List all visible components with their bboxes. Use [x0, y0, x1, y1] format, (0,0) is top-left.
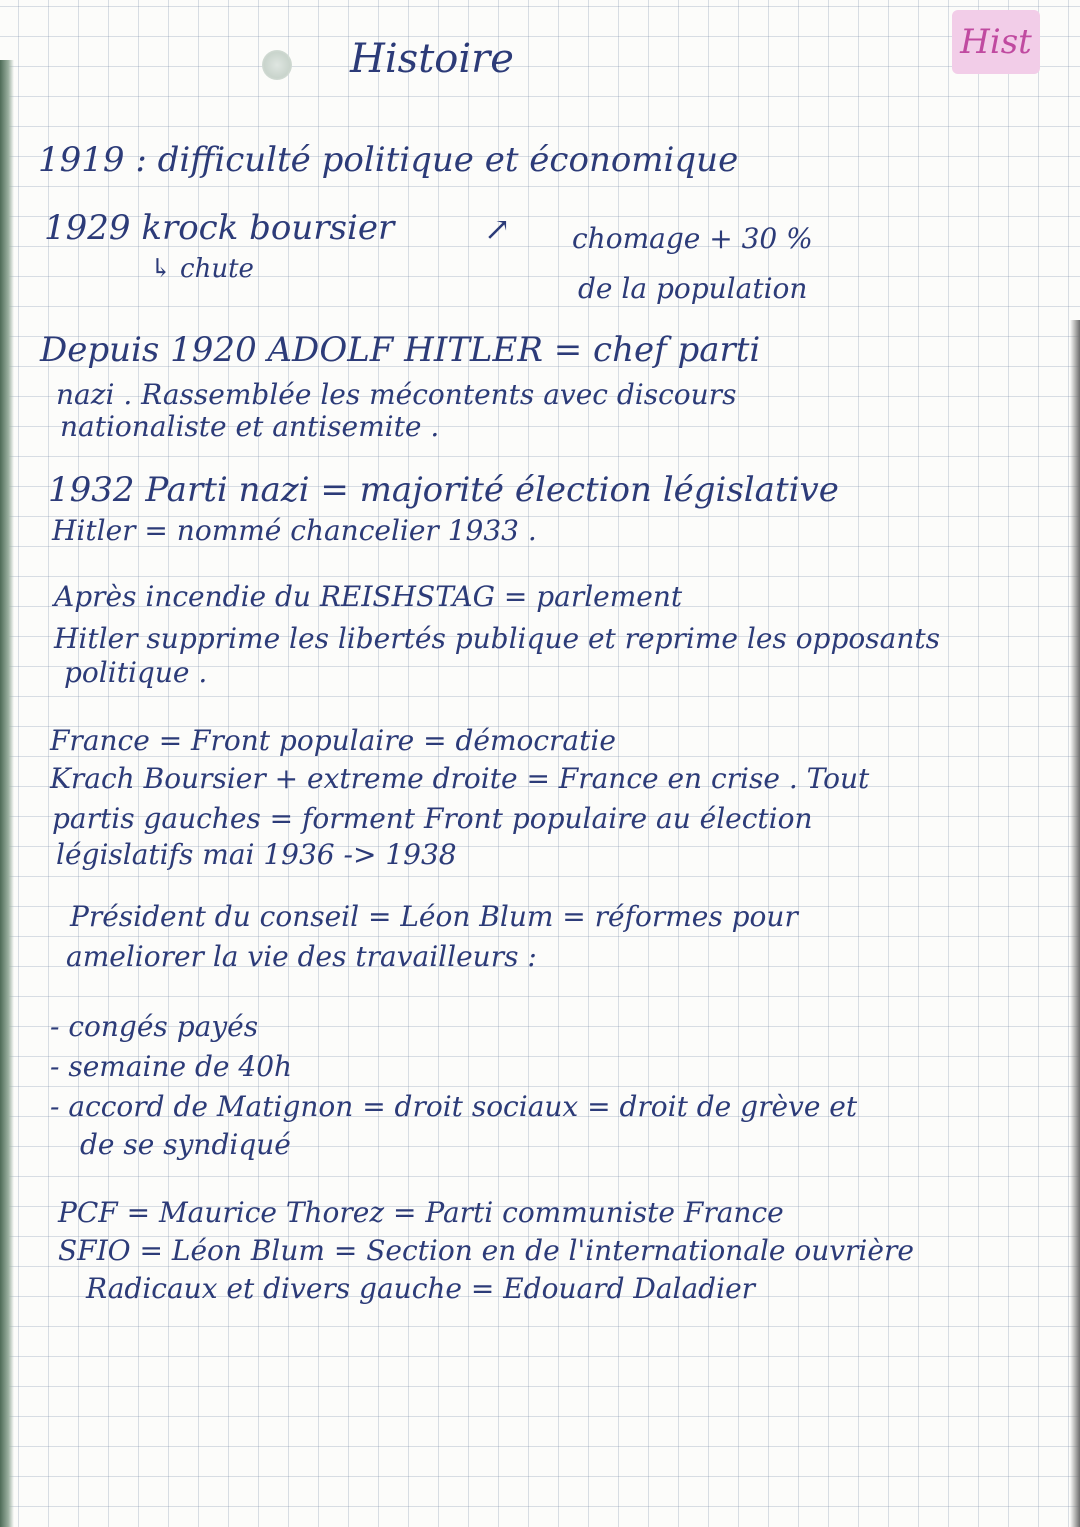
note-line: 1929 krock boursier: [44, 208, 395, 248]
arrow-up-right-icon: ↗: [484, 210, 511, 248]
page-left-edge: [0, 60, 14, 1527]
note-line: chomage + 30 %: [572, 222, 813, 255]
note-line: partis gauches = forment Front populaire au élection: [52, 802, 813, 835]
bullet-item: - congés payés: [50, 1010, 259, 1043]
bullet-item: - accord de Matignon = droit sociaux = droit de grève et: [50, 1090, 858, 1123]
subject-tab-label: Hist: [960, 22, 1032, 62]
note-line: 1919 : difficulté politique et économique: [38, 140, 739, 180]
note-line: politique .: [64, 656, 208, 689]
note-line: SFIO = Léon Blum = Section en de l'internationale ouvrière: [58, 1234, 914, 1267]
note-line: France = Front populaire = démocratie: [50, 724, 616, 757]
note-line: de la population: [578, 272, 808, 305]
note-line: Krach Boursier + extreme droite = France en crise . Tout: [50, 762, 870, 795]
note-line: législatifs mai 1936 -> 1938: [56, 838, 457, 871]
note-line: ameliorer la vie des travailleurs :: [66, 940, 537, 973]
note-line: ↳ chute: [150, 254, 254, 284]
binder-hole: [262, 50, 292, 80]
page-right-edge: [1070, 320, 1080, 1527]
note-line: nazi . Rassemblée les mécontents avec discours: [56, 378, 737, 411]
note-line: Depuis 1920 ADOLF HITLER = chef parti: [40, 330, 761, 370]
page-title: Histoire: [350, 36, 514, 82]
note-line: 1932 Parti nazi = majorité élection législative: [48, 470, 839, 510]
bullet-item: - semaine de 40h: [50, 1050, 293, 1083]
bullet-item: de se syndiqué: [80, 1128, 291, 1161]
note-line: Hitler = nommé chancelier 1933 .: [52, 514, 537, 547]
note-line: Radicaux et divers gauche = Edouard Daladier: [86, 1272, 756, 1305]
note-line: Hitler supprime les libertés publique et reprime les opposants: [54, 622, 940, 655]
note-line: Après incendie du REISHSTAG = parlement: [54, 580, 683, 613]
subject-tab: [952, 10, 1040, 74]
note-line: PCF = Maurice Thorez = Parti communiste France: [58, 1196, 784, 1229]
note-line: nationaliste et antisemite .: [60, 410, 440, 443]
note-line: Président du conseil = Léon Blum = réformes pour: [70, 900, 798, 933]
